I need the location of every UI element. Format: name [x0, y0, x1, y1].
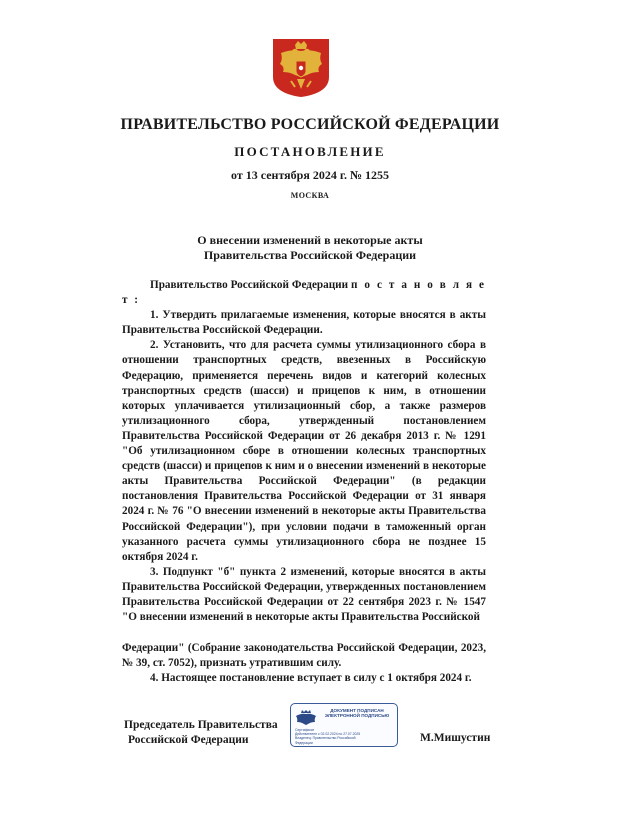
document-type: ПОСТАНОВЛЕНИЕ: [234, 144, 386, 159]
document-body: [122, 278, 486, 625]
paragraph-2: 2. Установить, что для расчета суммы утилизационного сбора в отношении транспортных средств, ввезенных в Российскую Федерацию, применяется перечень видов и категорий колесных транспортных средств (шасси) и прицепов к ним, в отношении которых уплачивается утилизационный сбор, а также размеров утилизационного сбора, утвержденный постановлением Правительства Российской Федерации от 26 декабря 2013 г. № 1291 "Об утилизационном сборе в отношении колесных транспортных средств (шасси) и прицепов к ним и о внесении изменений в некоторые акты Правительства Российской Федерации" (в редакции постановления Правительства Российской Федерации от 31 января 2024 г. № 76 "О внесении изменений в некоторые акты Правительства Российской Федерации"), при условии подачи в таможенный орган указанного расчета суммы утилизационного сбора не позднее 15 октября 2024 г.: [122, 339, 486, 563]
government-title: ПРАВИТЕЛЬСТВО РОССИЙСКОЙ ФЕДЕРАЦИИ: [120, 116, 500, 133]
stamp-cert-line-1: Сертификат: [295, 728, 315, 732]
stamp-title: [319, 708, 395, 719]
document-body-continued: [122, 641, 486, 686]
stamp-cert-line-2: Действителен с 02.02.2024 по 27.07.2025: [295, 732, 361, 737]
paragraph-3: 3. Подпункт "б" пункта 2 изменений, которые вносятся в акты Правительства Российской Федерации, утвержденных постановлением Правительства Российской Федерации от 22 сентября 2023 г. № 1547 "О внесении изменений в некоторые акты Правительства Российской: [122, 565, 486, 624]
signatory-position: [124, 718, 278, 748]
preamble-paragraph: [122, 278, 486, 308]
subject-line-2: Правительства Российской Федерации: [203, 248, 417, 262]
stamp-cert-line-4: Федерации: [295, 740, 313, 745]
preamble-verb: п о с т а н о в л я е т :: [122, 279, 486, 307]
stamp-title-line-1: ДОКУМЕНТ ПОДПИСАН: [330, 708, 384, 713]
signatory-position-line-2: Российской Федерации: [128, 734, 249, 746]
stamp-certificate-info: [295, 728, 395, 745]
paragraph-1: 1. Утвердить прилагаемые изменения, которые вносятся в акты Правительства Российской Федерации.: [122, 309, 486, 337]
coat-of-arms-icon: [271, 37, 331, 99]
coat-of-arms-graphic: [271, 37, 331, 99]
signatory-position-line-1: Председатель Правительства: [124, 719, 278, 731]
stamp-crest-icon: [295, 709, 317, 727]
paragraph-4: 4. Настоящее постановление вступает в силу с 1 октября 2024 г.: [150, 672, 472, 685]
paragraph-3-continued: Федерации" (Собрание законодательства Российской Федерации, 2023, № 39, ст. 7052), признать утратившим силу.: [122, 642, 486, 670]
preamble-text: Правительство Российской Федерации: [150, 279, 349, 291]
electronic-signature-stamp: [290, 703, 398, 747]
stamp-cert-line-3: Владелец: Правительство Российской: [295, 736, 356, 741]
document-subject: [0, 233, 620, 263]
stamp-title-line-2: ЭЛЕКТРОННОЙ ПОДПИСЬЮ: [324, 713, 390, 719]
subject-line-1: О внесении изменений в некоторые акты: [197, 233, 423, 247]
document-date-number: от 13 сентября 2024 г. № 1255: [231, 168, 389, 182]
signatory-name: М.Мишустин: [420, 732, 491, 744]
document-city: МОСКВА: [290, 191, 330, 200]
